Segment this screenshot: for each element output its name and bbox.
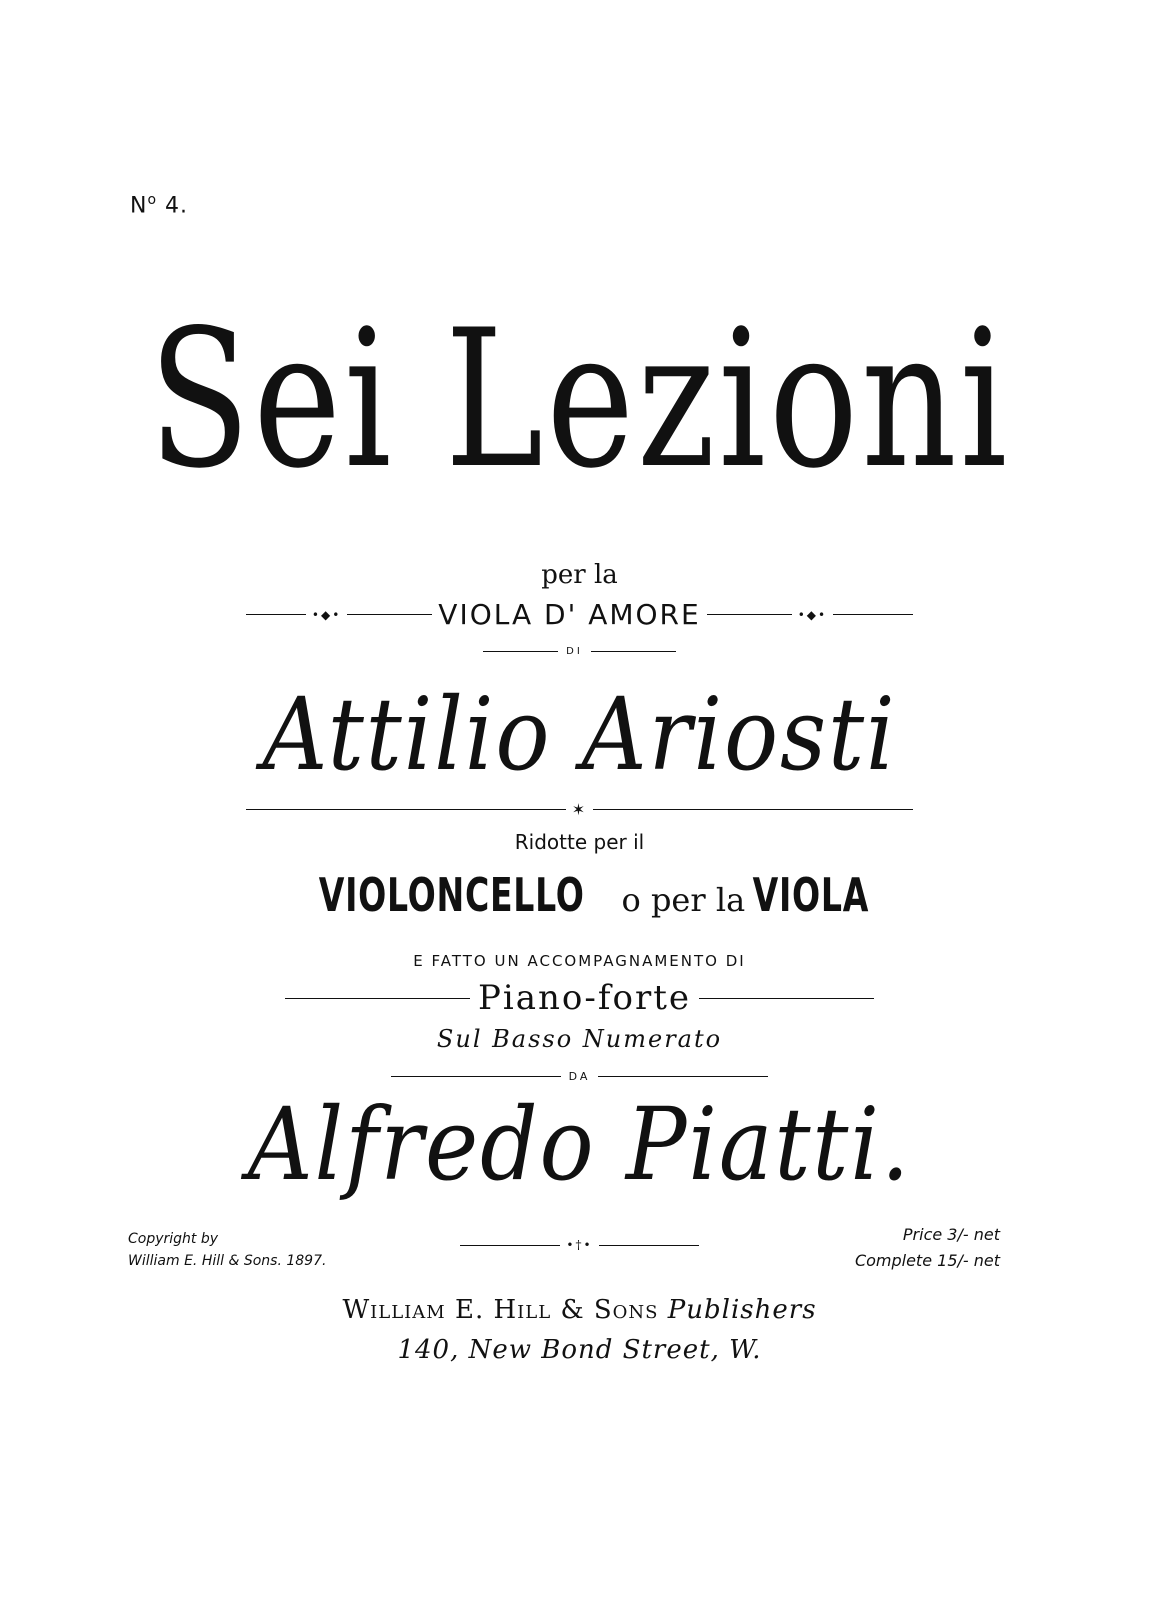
di-row — [0, 646, 1159, 657]
figured-bass: Sul Basso Numerato — [436, 1025, 723, 1053]
main-title: Sei Lezioni — [148, 289, 1011, 510]
publisher-name: William E. Hill & Sons — [342, 1295, 659, 1325]
instrument-second: VIOLA — [752, 868, 870, 922]
piano-left-rule — [285, 998, 470, 999]
small-right-rule — [599, 1245, 699, 1246]
original-instrument: VIOLA D' AMORE — [438, 598, 701, 631]
copyright-line-1: Copyright by — [128, 1231, 219, 1247]
di-left-rule — [483, 651, 558, 652]
right-rule — [707, 614, 792, 615]
di-label: DI — [566, 646, 583, 657]
accompaniment-row — [0, 978, 1159, 1018]
da-left-rule — [391, 1076, 561, 1077]
price-single: Price 3/- net — [902, 1225, 1000, 1244]
di-right-rule — [591, 651, 676, 652]
star-ornament: ✶ — [571, 800, 588, 819]
arranger: Alfredo Piatti. — [247, 1086, 912, 1203]
left-ornament: •◆• — [311, 607, 342, 622]
for-line: per la — [541, 560, 618, 590]
reduction-label: Ridotte per il — [514, 830, 645, 854]
da-right-rule — [598, 1076, 768, 1077]
publisher-line — [0, 1295, 1159, 1325]
publisher-address: 140, New Bond Street, W. — [397, 1335, 762, 1365]
price-block — [800, 1222, 1000, 1274]
right-rule-2 — [833, 614, 913, 615]
da-label: DA — [568, 1070, 591, 1083]
number-sup: o — [147, 192, 158, 208]
star-right-rule — [593, 809, 913, 810]
original-composer: Attilio Ariosti — [262, 676, 897, 793]
edition-number — [130, 192, 188, 218]
accompaniment-label: E FATTO UN ACCOMPAGNAMENTO DI — [413, 952, 746, 970]
instruments-line — [0, 868, 1159, 922]
right-ornament: •◆• — [797, 607, 828, 622]
original-instrument-row — [0, 598, 1159, 631]
piano-right-rule — [699, 998, 874, 999]
number-value: 4. — [165, 193, 189, 219]
star-divider — [0, 800, 1159, 819]
publisher-role: Publishers — [667, 1295, 817, 1325]
da-row — [0, 1070, 1159, 1083]
small-left-rule — [460, 1245, 560, 1246]
price-complete: Complete 15/- net — [854, 1251, 1000, 1270]
left-rule — [246, 614, 306, 615]
instrument-connector: o per la — [621, 881, 746, 919]
small-ornament: •†• — [566, 1238, 593, 1252]
accompaniment-instrument: Piano-forte — [478, 978, 691, 1018]
number-prefix: N — [130, 193, 148, 219]
star-left-rule — [246, 809, 566, 810]
copyright-line-2: William E. Hill & Sons. 1897. — [128, 1253, 327, 1269]
left-rule-2 — [347, 614, 432, 615]
instrument-first: VIOLONCELLO — [318, 868, 585, 922]
